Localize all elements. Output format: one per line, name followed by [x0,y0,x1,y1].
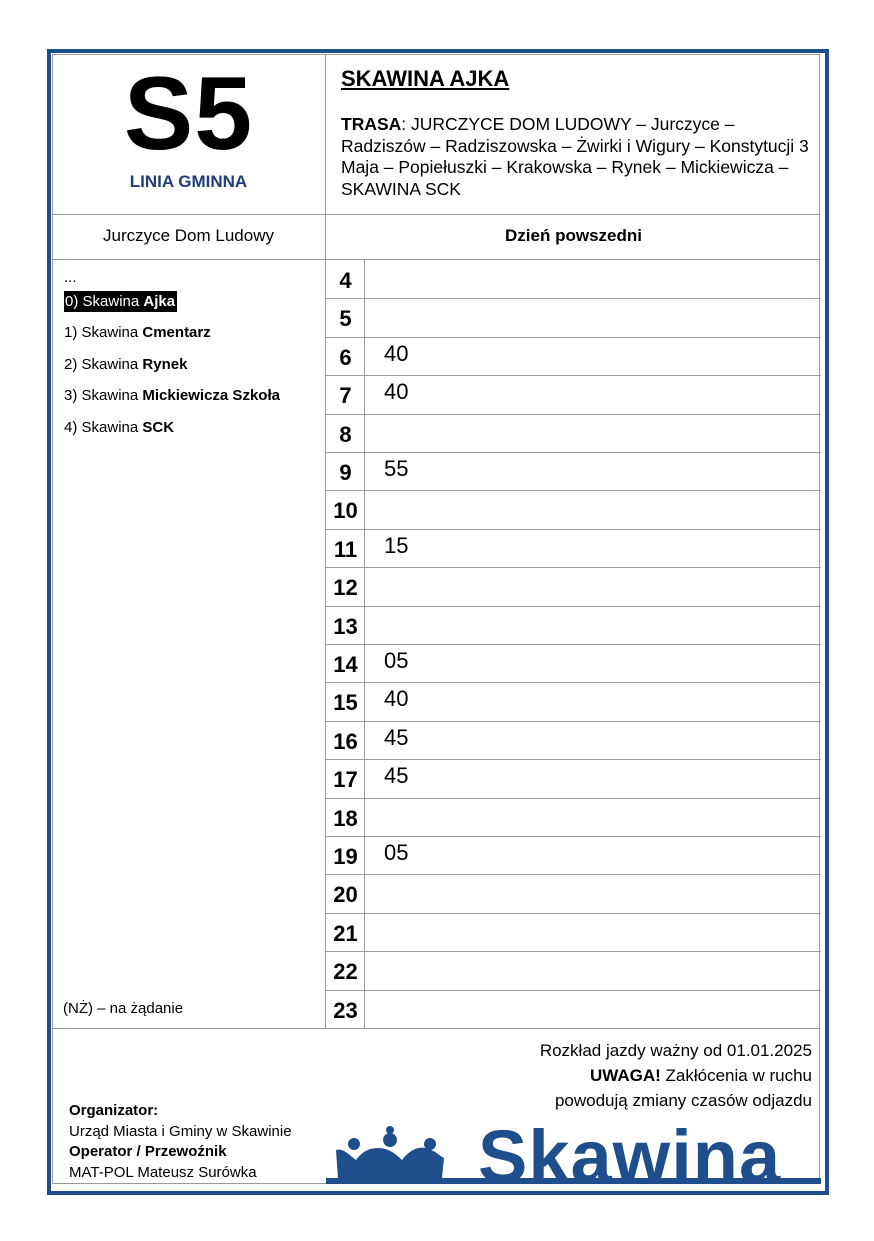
hour-row [326,298,821,336]
hour-cell: 14 [333,652,358,677]
stop-index: 3) [64,387,82,405]
organizer-label: Organizator: [69,1102,159,1119]
stop-text [64,324,211,341]
stop-prefix: Skawina [81,324,143,342]
hour-row [326,721,821,759]
hour-cell: 7 [339,383,352,409]
stop-text [64,387,280,404]
hour-row [326,260,821,298]
hour-cell: 5 [339,306,352,332]
day-type-label: Dzień powszedni [505,226,642,245]
hour-cell: 22 [333,959,358,985]
stop-index: 1) [64,324,82,342]
stop-title: SKAWINA AJKA [341,66,510,91]
stop-text [64,419,174,436]
notice-text: Zakłócenia w ruchu [660,1066,812,1085]
hour-row [326,836,821,874]
hour-cell: 8 [339,421,352,447]
route-description [341,114,817,200]
stop-index: 0) [65,293,83,310]
hour-row [326,490,821,528]
route-text: : JURCZYCE DOM LUDOWY – Jurczyce – Radziszów – Radziszowska – Żwirki i Wigury – Konstytucji 3 Maja – Popiełuszki – Krakowska – Rynek – Mickiewicza – SKAWINA SCK [341,114,809,199]
stop-item [64,418,322,449]
hour-cell: 13 [333,613,358,639]
hour-cell: 9 [339,460,352,485]
stop-index: 4) [64,418,82,436]
hour-row [326,798,821,836]
hour-row [326,375,821,413]
hour-row [326,452,821,490]
stop-item [64,323,322,354]
minutes-cell: 05 [384,648,409,673]
stop-prefix: Skawina [82,293,144,310]
minutes-cell: 40 [384,686,409,712]
stop-item [64,386,322,417]
current-stop-highlight [64,291,177,312]
request-stop-footnote: (NŻ) – na żądanie [63,1000,184,1017]
hour-row [326,644,821,682]
stop-index: 2) [64,355,82,373]
hour-cell: 20 [333,882,358,908]
stop-text [64,356,187,373]
hour-cell: 4 [339,268,352,293]
stop-prefix: Skawina [81,418,143,436]
minutes-cell: 55 [384,456,409,481]
notice-line [540,1063,812,1088]
stop-item [64,355,322,386]
minutes-cell: 45 [384,724,409,750]
hour-row [326,759,821,797]
organizer-block [69,1101,292,1183]
minutes-cell: 15 [384,532,409,558]
divider [52,214,820,215]
hour-cell: 23 [333,997,358,1023]
validity-block [540,1038,812,1113]
notice-text-2: powodują zmiany czasów odjazdu [554,1091,812,1110]
hour-cell: 19 [333,844,358,869]
hour-row [326,990,821,1028]
hour-cell: 21 [333,920,358,946]
minutes-cell: 40 [384,340,409,366]
stop-name: Rynek [142,355,188,373]
stops-list [64,268,322,449]
stop-name: Ajka [143,293,176,310]
hour-row [326,529,821,567]
hour-row [326,951,821,989]
hour-cell: 12 [333,575,358,601]
route-label: TRASA [341,114,402,134]
hour-cell: 15 [333,690,358,716]
hour-row [326,337,821,375]
hour-cell: 18 [333,805,358,831]
hour-row [326,606,821,644]
minutes-cell: 05 [384,840,409,865]
validity-text: Rozkład jazdy ważny od 01.01.2025 [539,1041,812,1060]
minutes-cell: 45 [384,763,409,789]
stop-prefix: Skawina [81,387,143,405]
hour-row [326,682,821,720]
hour-cell: 11 [333,536,358,562]
stop-prefix: Skawina [81,355,143,373]
stop-name: SCK [142,418,175,436]
stop-name: Cmentarz [142,324,211,342]
line-number: S5 [123,56,254,172]
hour-row [326,414,821,452]
hour-row [326,874,821,912]
skawina-logo-text: Skawina [478,1115,782,1198]
operator-label: Operator / Przewoźnik [69,1143,227,1160]
stop-name: Mickiewicza Szkoła [142,387,280,405]
minutes-cell: 40 [384,379,409,405]
hour-row [326,567,821,605]
hour-cell: 6 [339,344,352,370]
line-kind-label: LINIA GMINNA [129,172,248,191]
hour-row [326,913,821,951]
direction-label: Jurczyce Dom Ludowy [102,226,274,245]
stops-ellipsis: ... [64,269,77,286]
organizer-name: Urząd Miasta i Gminy w Skawinie [69,1122,292,1140]
operator-name: MAT-POL Mateusz Surówka [69,1163,257,1181]
hour-cell: 17 [333,767,358,793]
hour-cell: 10 [333,498,358,524]
crown-icon [336,1126,444,1178]
stop-item [64,292,322,323]
notice-label: UWAGA! [589,1066,661,1085]
hour-cell: 16 [333,728,358,754]
divider [52,1028,820,1029]
